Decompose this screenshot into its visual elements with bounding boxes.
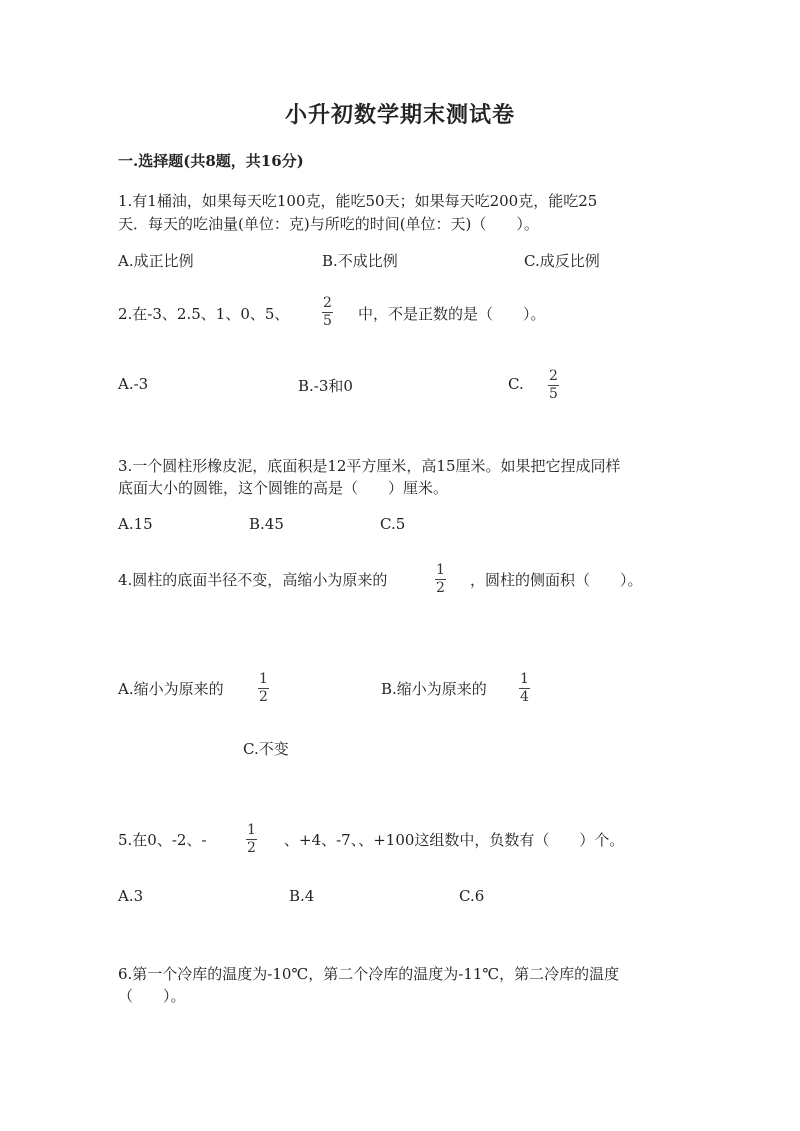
q4-stem-pre: 4.圆柱的底面半径不变，高缩小为原来的 [118,571,388,589]
q3-line2: 底面大小的圆锥，这个圆锥的高是（ ）厘米。 [118,479,449,497]
q1-option-b[interactable]: B.不成比例 [322,252,398,270]
q5-stem-pre: 5.在0、-2、- [118,831,207,849]
fraction-numerator: 1 [247,822,256,838]
q1-line2: 天．每天的吃油量(单位：克)与所吃的时间(单位：天)（ ）。 [118,215,539,233]
q2-fraction [322,296,333,329]
fraction-denominator: 5 [323,313,332,329]
q5-fraction [246,823,257,856]
q4-option-b-fraction [519,672,530,705]
fraction-denominator: 5 [549,386,558,402]
q1-line1: 1.有1桶油，如果每天吃100克，能吃50天；如果每天吃200克，能吃25 [118,192,598,210]
q2-option-c-fraction [548,369,559,402]
q4-option-a-fraction [258,672,269,705]
fraction-denominator: 2 [259,689,268,705]
q4-option-b[interactable]: B.缩小为原来的 [381,680,487,698]
q3-option-b[interactable]: B.45 [249,515,284,533]
q2-option-a[interactable]: A.-3 [118,375,149,393]
q1-option-c[interactable]: C.成反比例 [524,252,600,270]
q5-option-c[interactable]: C.6 [459,887,485,905]
page-title: 小升初数学期末测试卷 [284,102,515,128]
section-heading: 一.选择题(共8题，共16分) [118,152,304,170]
q1-option-a[interactable]: A.成正比例 [118,252,194,270]
fraction-numerator: 2 [323,295,332,311]
q6-line1: 6.第一个冷库的温度为-10℃，第二个冷库的温度为-11℃，第二冷库的温度 [118,965,620,983]
q5-option-b[interactable]: B.4 [289,887,315,905]
q3-line1: 3.一个圆柱形橡皮泥，底面积是12平方厘米，高15厘米。如果把它捏成同样 [118,457,621,475]
q3-option-c[interactable]: C.5 [380,515,406,533]
q3-option-a[interactable]: A.15 [118,515,153,533]
fraction-numerator: 1 [436,562,445,578]
q2-option-b[interactable]: B.-3和0 [298,377,353,395]
q4-option-a[interactable]: A.缩小为原来的 [118,680,224,698]
fraction-numerator: 1 [520,671,529,687]
fraction-denominator: 4 [520,689,529,705]
q2-stem-post: 中，不是正数的是（ ）。 [358,305,546,323]
q4-stem-post: ，圆柱的侧面积（ ）。 [470,571,643,589]
fraction-numerator: 1 [259,671,268,687]
q2-stem-pre: 2.在-3、2.5、1、0、5、 [118,305,290,323]
q5-stem-post: 、+4、-7、、+100这组数中，负数有（ ）个。 [284,831,625,849]
fraction-numerator: 2 [549,368,558,384]
fraction-denominator: 2 [436,580,445,596]
q5-option-a[interactable]: A.3 [118,887,144,905]
q6-line2: （ ）。 [118,987,186,1005]
q4-fraction [435,563,446,596]
q2-option-c[interactable]: C. [508,375,524,393]
fraction-denominator: 2 [247,840,256,856]
q4-option-c[interactable]: C.不变 [243,740,289,758]
